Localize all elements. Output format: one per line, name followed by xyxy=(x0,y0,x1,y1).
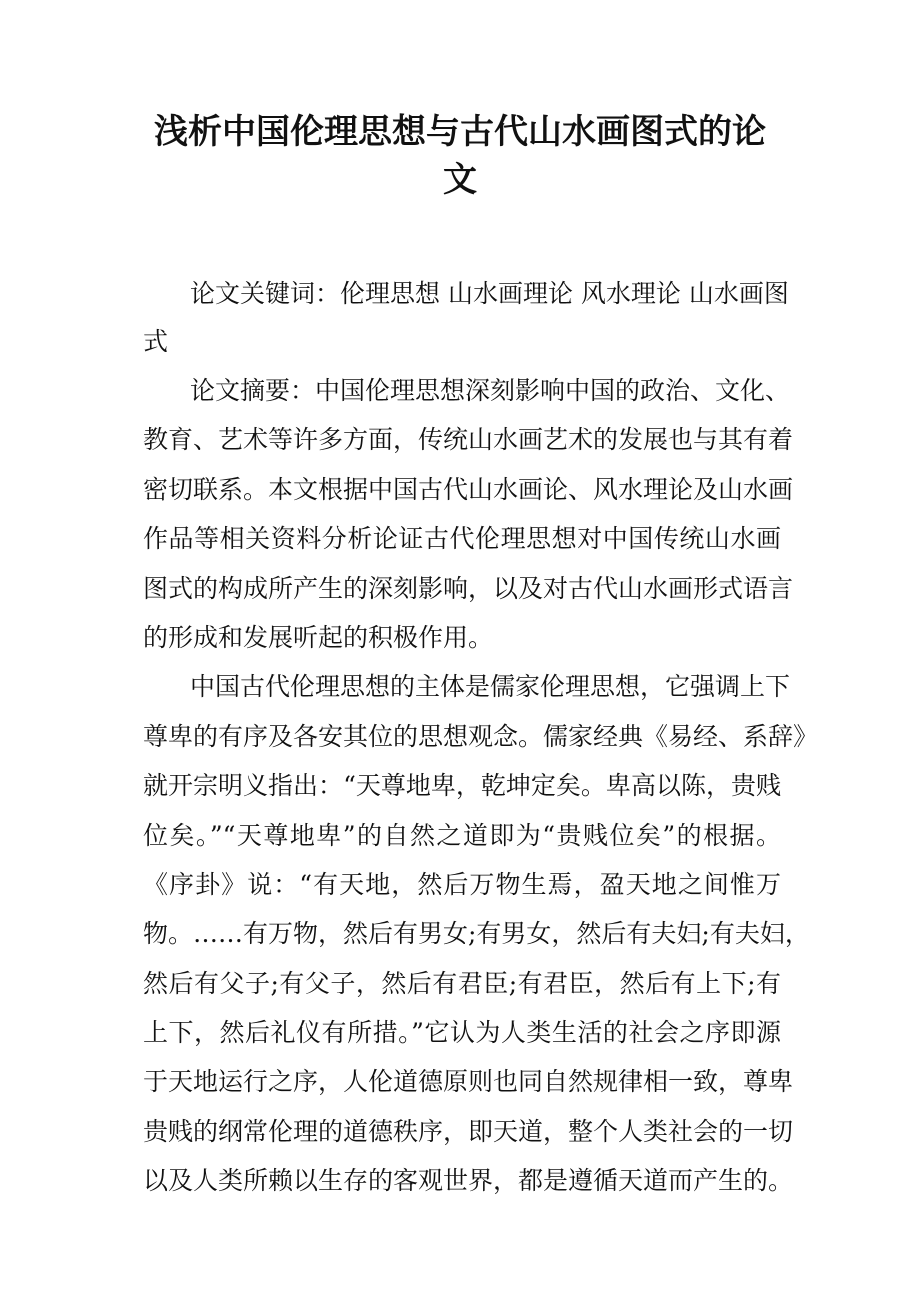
text-line: 教育、艺术等许多方面，传统山水画艺术的发展也与其有着 xyxy=(143,425,794,455)
text-line: 然后有父子;有父子，然后有君臣;有君臣，然后有上下;有 xyxy=(143,968,781,998)
title-line: 浅析中国伦理思想与古代山水画图式的论 xyxy=(154,112,766,152)
text-line: 《序卦》说：“有天地，然后万物生焉，盈天地之间惟万 xyxy=(143,869,781,899)
text-line: 物。……有万物，然后有男女;有男女，然后有夫妇;有夫妇， xyxy=(143,919,810,949)
text-line: 就开宗明义指出：“天尊地卑，乾坤定矣。卑高以陈，贵贱 xyxy=(143,771,781,801)
text-line: 中国古代伦理思想的主体是儒家伦理思想，它强调上下 xyxy=(190,672,791,702)
keywords-paragraph xyxy=(143,270,789,366)
text-line: 图式的构成所产生的深刻影响，以及对古代山水画形式语言 xyxy=(143,573,794,603)
text-line: 论文摘要：中国伦理思想深刻影响中国的政治、文化、 xyxy=(190,376,791,405)
text-line: 于天地运行之序，人伦道德原则也同自然规律相一致，尊卑 xyxy=(143,1067,794,1097)
text-line: 作品等相关资料分析论证古代伦理思想对中国传统山水画 xyxy=(143,524,781,554)
title-line: 文 xyxy=(443,160,477,200)
text-line: 尊卑的有序及各安其位的思想观念。儒家经典《易经、系辞》 xyxy=(143,721,819,751)
text-line: 上下，然后礼仪有所措。”它认为人类生活的社会之序即源 xyxy=(143,1018,781,1048)
text-line: 密切联系。本文根据中国古代山水画论、风水理论及山水画 xyxy=(143,474,794,504)
text-line: 的形成和发展听起的积极作用。 xyxy=(143,622,494,652)
body-paragraph xyxy=(143,662,819,1205)
document-body xyxy=(143,270,819,1206)
text-line: 位矣。”“天尊地卑”的自然之道即为“贵贱位矣”的根据。 xyxy=(143,820,781,850)
text-line: 贵贱的纲常伦理的道德秩序，即天道，整个人类社会的一切 xyxy=(143,1116,794,1146)
text-line: 式 xyxy=(143,327,169,356)
abstract-paragraph xyxy=(143,366,794,662)
document-title xyxy=(0,108,920,204)
text-line: 以及人类所赖以生存的客观世界，都是遵循天道而产生的。 xyxy=(143,1166,794,1196)
text-line: 论文关键词：伦理思想 山水画理论 风水理论 山水画图 xyxy=(190,279,789,308)
